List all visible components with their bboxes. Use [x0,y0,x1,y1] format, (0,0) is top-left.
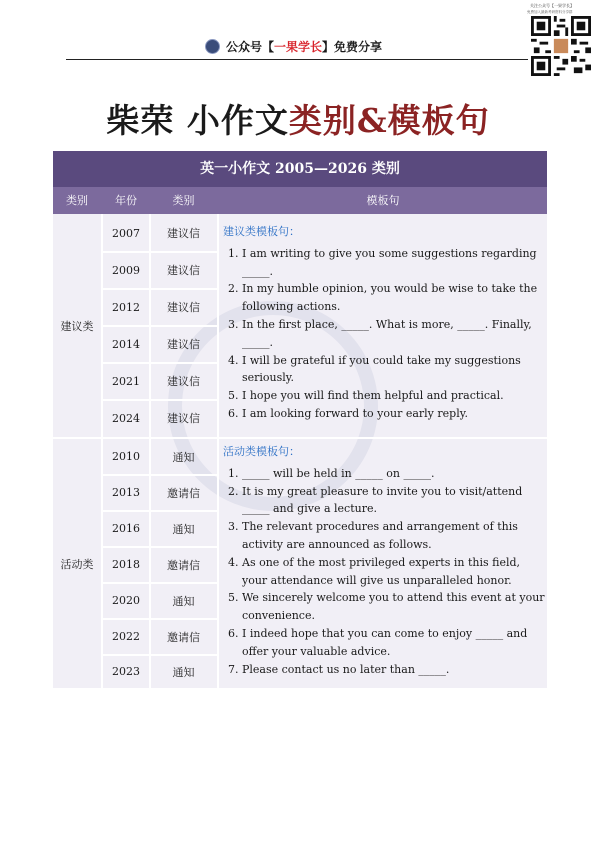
suggestion-template-heading: 建议类模板句： [223,225,300,238]
table-cell-type: 邀请信 [167,486,200,500]
grid-line [53,437,547,439]
table-header-row [53,187,547,214]
grid-line [101,214,103,688]
grid-line [103,325,217,327]
grid-line [103,251,217,253]
list-item: 6. I am looking forward to your early reply. [242,405,545,423]
list-item: 2. In my humble opinion, you would be wise to take the following actions. [242,280,545,316]
table-cell-year: 2020 [112,594,140,607]
grid-line [217,214,219,688]
list-item: 5. We sincerely welcome you to attend this event at your convenience. [242,589,545,625]
qr-caption-1: 关注公众号【一果学长】 [530,3,574,8]
grid-line [103,362,217,364]
table-cell-year: 2009 [112,263,140,277]
header-template: 模板句 [366,194,400,207]
table-cell-year: 2010 [112,450,140,463]
table-cell-type: 建议信 [167,412,200,425]
list-item: 3. The relevant procedures and arrangement of this activity are announced as follows. [242,518,545,554]
table-cell-type: 建议信 [167,375,200,388]
category-table [53,151,547,688]
grid-line [103,399,217,401]
header-divider [66,59,528,60]
table-cell-year: 2012 [112,300,140,314]
suggestion-template-list [223,245,545,423]
header-type: 类别 [172,194,195,207]
brand-prefix: 公众号【 [226,39,275,54]
title-part-1: 柴荣 小作文 [106,101,289,140]
grid-line [149,214,151,688]
page-header [0,0,596,70]
table-cell-type: 通知 [172,522,195,536]
table-cell-year: 2022 [112,630,140,643]
avatar-icon [205,39,220,54]
table-cell-type: 邀请信 [167,630,200,644]
table-cell-year: 2007 [112,226,140,240]
table-cell-year: 2016 [112,522,140,535]
brand-suffix: 】免费分享 [322,39,383,54]
header-year: 年份 [115,194,137,207]
list-item: 5. I hope you will find them helpful and practical. [242,387,545,405]
list-item: 3. In the first place, _____. What is more, _____. Finally, _____. [242,316,545,352]
list-item: 4. I will be grateful if you could take my suggestions seriously. [242,352,545,388]
list-item: 1. I am writing to give you some suggestions regarding _____. [242,245,545,281]
grid-line [103,654,217,656]
table-band-title: 英一小作文 2005—2026 类别 [53,151,547,187]
grid-line [103,546,217,548]
qr-caption-2: 免费加入最新考研资料分享群 [527,10,573,14]
table-cell-year: 2013 [112,486,140,499]
list-item: 4. As one of the most privileged experts in this field, your attendance will give us unparalleled honor. [242,554,545,590]
activity-template-heading: 活动类模板句： [223,445,300,458]
grid-line [103,510,217,512]
table-cell-year: 2024 [112,411,140,425]
table-cell-type: 建议信 [167,338,200,351]
brand-line [205,37,382,55]
group-name-suggestion: 建议类 [53,215,101,437]
list-item: 6. I indeed hope that you can come to enjoy _____ and offer your valuable advice. [242,625,545,661]
header-category: 类别 [66,194,88,207]
brand-name: 一果学长 [274,39,323,54]
grid-line [103,582,217,584]
table-cell-type: 通知 [172,665,195,679]
grid-line [103,474,217,476]
group-name-activity: 活动类 [53,439,101,688]
title-part-2: 类别&模板句 [288,101,490,140]
table-cell-type: 建议信 [167,301,200,314]
table-cell-type: 建议信 [167,227,200,240]
table-cell-year: 2023 [112,665,140,678]
table-cell-type: 邀请信 [167,558,200,572]
list-item: 1. _____ will be held in _____ on _____. [242,465,545,483]
table-cell-year: 2021 [112,374,140,388]
list-item: 2. It is my great pleasure to invite you to visit/attend _____ and give a lecture. [242,483,545,519]
qr-code-icon [531,16,591,76]
table-cell-type: 建议信 [167,264,200,277]
activity-templates [223,443,545,678]
grid-line [103,618,217,620]
page-title [0,95,596,142]
activity-template-list [223,465,545,679]
table-cell-year: 2014 [112,337,140,351]
suggestion-templates [223,223,545,423]
table-cell-year: 2018 [112,558,140,571]
grid-line [103,288,217,290]
list-item: 7. Please contact us no later than _____. [242,661,545,679]
table-cell-type: 通知 [172,594,195,608]
table-cell-type: 通知 [172,450,195,464]
